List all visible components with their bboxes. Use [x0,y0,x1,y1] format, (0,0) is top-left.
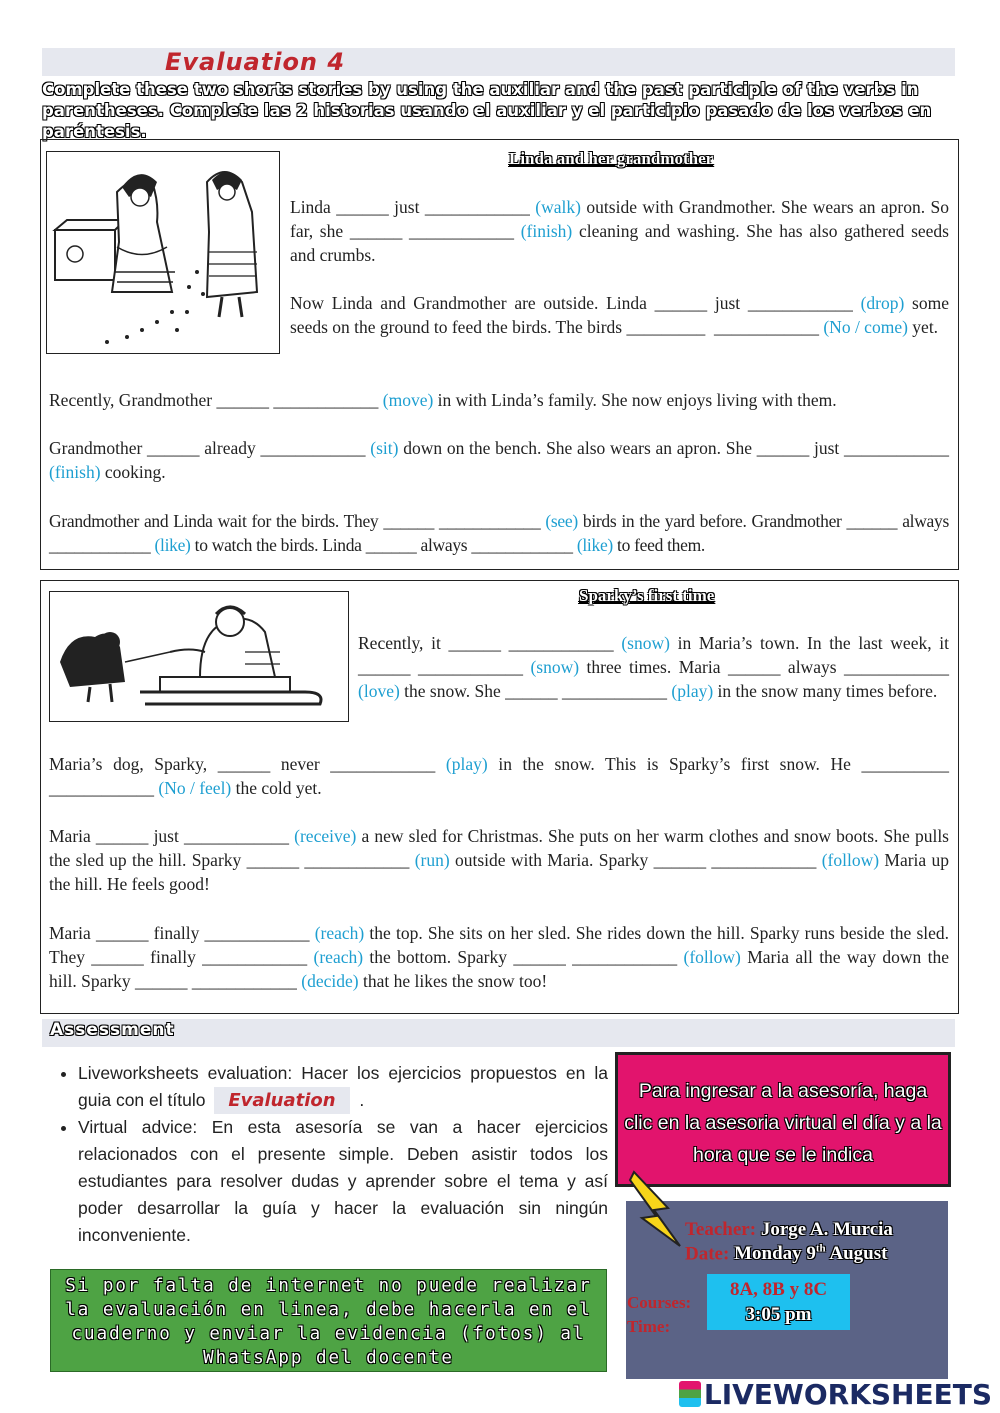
lightning-icon [628,1168,688,1253]
verb-hint: (move) [382,390,434,410]
time-label: Time: [627,1317,671,1336]
teacher-name: Jorge A. Murcia [760,1219,893,1240]
courses-value: 8A, 8B y 8C [729,1279,828,1300]
verb-hint: (see) [545,511,578,531]
verb-hint: (like) [576,535,613,555]
verb-hint: (play) [445,754,488,774]
story1-para3: Recently, Grandmother ______ ____________ (move) in with Linda’s family. She now enjoys living with them. [49,390,837,410]
verb-hint: (follow) [683,947,741,967]
girl-sled-dog-illustration [50,592,347,720]
assessment-bar [42,1019,955,1047]
liveworksheets-logo[interactable]: LIVEWORKSHEETS [679,1378,992,1411]
story1-para5: Grandmother and Linda wait for the birds. They ______ ____________ (see) birds in the yard before. Grandmother ______ always ____________ (like) to watch the birds. Linda ______ always ____________ (like) to feed them. [49,511,949,555]
verb-hint: (follow) [821,850,880,870]
verb-hint: (run) [414,850,450,870]
story2-para1: Recently, it ______ ____________ (snow) in Maria’s town. In the last week, it ______ ____________ (snow) three times. Maria ______ always ____________ (love) the snow. She ______ ____________ (play) in the snow many times before. [358,633,949,701]
verb-hint: (drop) [860,293,905,313]
story1-image [46,151,280,354]
teacher-label: Teacher: [685,1219,757,1240]
story1-title: Linda and her grandmother [509,149,714,168]
bullet-virtual-advice: • Virtual advice: En esta asesoría se van a hacer ejercicios relacionados con el presente simple. Deben asistir todos los estudiantes para resolver dudas y aprender sobre el tema y así poder desarrollar la guía y hacer la evaluación sin ningún inconveniente. [78,1114,608,1249]
courses-box [707,1274,850,1330]
assessment-heading: Assessment [50,1020,175,1040]
story2-para2: Maria’s dog, Sparky, ______ never ____________ (play) in the snow. This is Sparky’s first snow. He __________ ____________ (No / feel) the cold yet. [49,754,949,798]
verb-hint: (love) [358,681,400,701]
date-line [685,1243,887,1265]
date-value: Monday 9th August [734,1243,888,1265]
assessment-bullets [46,1060,608,1249]
verb-hint: (reach) [314,923,365,943]
verb-hint: (No / come) [823,317,908,337]
page-title: Evaluation 4 [165,48,346,76]
verb-hint: (sit) [370,438,399,458]
courses-label: Courses: [627,1293,692,1312]
verb-hint: (finish) [520,221,573,241]
story1-para1: Linda ______ just ____________ (walk) outside with Grandmother. She wears an apron. So far, she ______ ____________ (finish) cleaning and washing. She has also gathered seeds and crumbs. [290,197,950,265]
verb-hint: (No / feel) [158,778,232,798]
verb-hint: (decide) [301,971,359,991]
time-value: 3:05 pm [745,1304,812,1325]
story2-title: Sparky’s first time [579,586,715,605]
date-label: Date: [685,1243,730,1265]
verb-hint: (walk) [535,197,581,217]
verb-hint: (snow) [621,633,670,653]
bullet-liveworksheets: • Liveworksheets evaluation: Hacer los ejercicios propuestos en la guia con el título Evaluation . [78,1060,608,1114]
story1-para2: Now Linda and Grandmother are outside. Linda ______ just ____________ (drop) some seeds on the ground to feed the birds. The birds _________ ____________ (No / come) yet. [290,293,949,337]
verb-hint: (play) [671,681,714,701]
story1-para4: Grandmother ______ already ____________ (sit) down on the bench. She also wears an apron. She ______ just ____________ (finish) cooking. [49,438,949,482]
instructions: Complete these two shorts stories by using the auxiliar and the past participle of the verbs in parentheses. Complete las 2 historias usando el auxiliar y el participio pasado de los verbos en paréntesis. [42,80,932,141]
story2-para3: Maria ______ just ____________ (receive) a new sled for Christmas. She puts on her warm clothes and snow boots. She pulls the sled up the hill. Sparky ______ ____________ (run) outside with Maria. Sparky ______ ____________ (follow) Maria up the hill. He feels good! [49,826,949,894]
teacher-line [685,1219,893,1241]
logo-badge-icon [679,1381,701,1407]
advice-box[interactable]: Para ingresar a la asesoría, haga clic en la asesoria virtual el día y a la hora que se le indica [615,1052,951,1187]
grandmother-and-girl-illustration [47,152,278,352]
story2-para4: Maria ______ finally ____________ (reach) the top. She sits on her sled. She rides down the hill. Sparky runs beside the sled. They ______ finally ____________ (reach) the bottom. Sparky ______ ____________ (follow) Maria all the way down the hill. Sparky ______ ____________ (decide) that he likes the snow too! [49,923,950,991]
offline-note: Si por falta de internet no puede realizar la evaluación en linea, debe hacerla en el cuaderno y enviar la evidencia (fotos) al WhatsApp del docente [50,1269,607,1372]
verb-hint: (like) [154,535,191,555]
story2-image [49,591,349,722]
verb-hint: (receive) [294,826,357,846]
evaluation-chip: Evaluation [214,1087,349,1114]
verb-hint: (finish) [49,462,101,482]
verb-hint: (snow) [530,657,580,677]
verb-hint: (reach) [313,947,364,967]
